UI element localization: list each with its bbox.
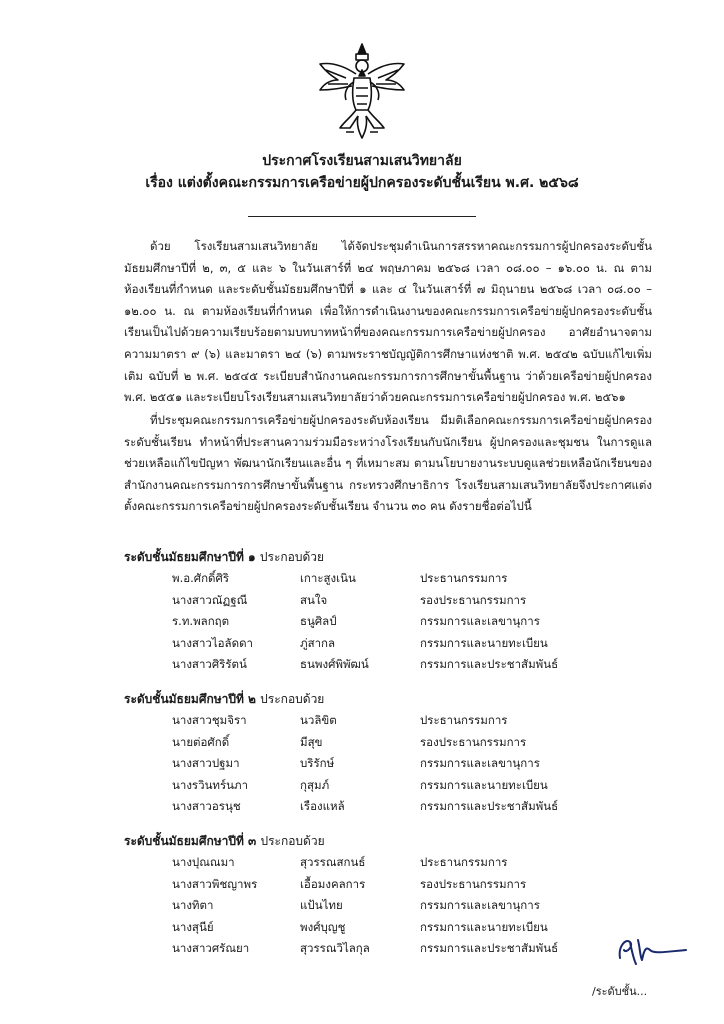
member-role: กรรมการและประชาสัมพันธ์ <box>420 657 559 672</box>
member-last-name: เรืองแหล้ <box>300 799 345 814</box>
member-row <box>124 895 664 917</box>
member-role: ประธานกรรมการ <box>420 571 508 585</box>
member-last-name: ภู่สากล <box>300 635 336 650</box>
member-row <box>124 611 664 633</box>
member-last-name: สนใจ <box>300 592 328 607</box>
garuda-emblem-icon <box>316 40 408 140</box>
member-last-name: สุวรรณสกนธ์ <box>300 855 366 869</box>
member-first-name: นางสาวปฐมา <box>172 756 240 771</box>
body-paragraph-1-text: ด้วย โรงเรียนสามเสนวิทยาลัย ได้จัดประชุมดำเนินการสรรหาคณะกรรมการผู้ปกครองระดับชั้นมัธยมศึกษาปีที่ ๒, ๓, ๕ และ ๖ ในวันเสาร์ที่ ๒๔ พฤษภาคม ๒๕๖๘ เวลา ๐๘.๐๐ – ๑๖.๐๐ น. ณ ตามห้องเรียนที่กำหนด และระดับชั้นมัธยมศึกษาปีที่ ๑ และ ๔ ในวันเสาร์ที่ ๗ มิถุนายน ๒๕๖๘ เวลา ๐๘.๐๐ – ๑๒.๐๐ น. ณ ตามห้องเรียนที่กำหนด เพื่อให้การดำเนินงานของคณะกรรมการเครือข่ายผู้ปกครองระดับชั้นเรียนเป็นไปด้วยความเรียบร้อยตามบทบาทหน้าที่ของคณะกรรมการเครือข่ายผู้ปกครอง อาศัยอำนาจตามความมาตรา ๙ (๖) และมาตรา ๒๔ (๖) ตามพระราชบัญญัติการศึกษาแห่งชาติ พ.ศ. ๒๕๔๒ ฉบับแก้ไขเพิ่มเติม ฉบับที่ ๒ พ.ศ. ๒๕๔๕ ระเบียบสำนักงานคณะกรรมการการศึกษาขั้นพื้นฐาน ว่าด้วยเครือข่ายผู้ปกครอง พ.ศ. ๒๕๕๑ และระเบียบโรงเรียนสามเสนวิทยาลัยว่าด้วยคณะกรรมการเครือข่ายผู้ปกครอง พ.ศ. ๒๕๖๑ <box>124 239 652 405</box>
section-title-suffix: ประกอบด้วย <box>259 550 325 564</box>
member-last-name: สุวรรณวิไลกุล <box>300 941 370 956</box>
body-paragraph-1 <box>124 236 652 409</box>
section-title <box>124 546 664 568</box>
member-role: รองประธานกรรมการ <box>420 876 527 891</box>
member-row <box>124 590 664 612</box>
member-role: ประธานกรรมการ <box>420 855 508 869</box>
member-row <box>124 775 664 797</box>
announcement-subject: เรื่อง แต่งตั้งคณะกรรมการเครือข่ายผู้ปกครองระดับชั้นเรียน พ.ศ. ๒๕๖๘ <box>145 175 579 191</box>
member-last-name: นวลิขิต <box>300 713 337 727</box>
member-first-name: พ.อ.ศักดิ์ศิริ <box>172 571 230 585</box>
member-last-name: กุสุมภ์ <box>300 777 330 792</box>
section-title-text: ระดับชั้นมัธยมศึกษาปีที่ ๒ <box>124 692 256 706</box>
continuation-note: /ระดับชั้น... <box>592 985 648 998</box>
member-first-name: ร.ท.พลกฤต <box>172 614 230 629</box>
member-first-name: นางปุณณมา <box>172 855 235 869</box>
member-first-name: นางสาวไอลัดดา <box>172 635 253 650</box>
member-first-name: นางทิตา <box>172 898 214 913</box>
committee-section-m1 <box>124 546 664 676</box>
member-last-name: ธนูศิลป์ <box>300 614 337 629</box>
committee-section-m2 <box>124 688 664 818</box>
member-last-name: เกาะสูงเนิน <box>300 571 356 585</box>
member-first-name: นางสาวอรนุช <box>172 799 241 814</box>
member-role: กรรมการและประชาสัมพันธ์ <box>420 941 559 956</box>
member-row <box>124 568 664 590</box>
member-first-name: นายต่อศักดิ์ <box>172 734 230 749</box>
section-title-text: ระดับชั้นมัธยมศึกษาปีที่ ๑ <box>124 550 256 564</box>
member-last-name: ธนพงศ์พิพัฒน์ <box>300 657 369 672</box>
section-title <box>124 830 664 852</box>
member-row <box>124 796 664 818</box>
title-divider <box>248 216 476 217</box>
announcement-heading <box>0 150 724 194</box>
member-role: รองประธานกรรมการ <box>420 734 527 749</box>
member-first-name: นางสาวชุมจิรา <box>172 713 247 727</box>
member-last-name: บริรักษ์ <box>300 756 335 771</box>
body-paragraph-2 <box>124 410 652 518</box>
member-last-name: เอื้อมงคลการ <box>300 876 366 891</box>
member-row <box>124 633 664 655</box>
member-row <box>124 753 664 775</box>
member-row <box>124 710 664 732</box>
member-role: กรรมการและนายทะเบียน <box>420 919 548 934</box>
section-title-text: ระดับชั้นมัธยมศึกษาปีที่ ๓ <box>124 834 257 848</box>
member-row <box>124 917 664 939</box>
body-paragraph-2-text: ที่ประชุมคณะกรรมการเครือข่ายผู้ปกครองระดับห้องเรียน มีมติเลือกคณะกรรมการเครือข่ายผู้ปกครองระดับชั้นเรียน ทำหน้าที่ประสานความร่วมมือระหว่างโรงเรียนกับนักเรียน ผู้ปกครองและชุมชน ในการดูแลช่วยเหลือแก้ไขปัญหา พัฒนานักเรียนและอื่น ๆ ที่เหมาะสม ตามนโยบายงานระบบดูแลช่วยเหลือนักเรียนของสำนักงานคณะกรรมการการศึกษาขั้นพื้นฐาน กระทรวงศึกษาธิการ โรงเรียนสามเสนวิทยาลัยจึงประกาศแต่งตั้งคณะกรรมการเครือข่ายผู้ปกครองระดับชั้นเรียน จำนวน ๓๐ คน ดังรายชื่อต่อไปนี้ <box>124 413 652 514</box>
member-role: กรรมการและเลขานุการ <box>420 756 540 771</box>
announcement-title: ประกาศโรงเรียนสามเสนวิทยาลัย <box>262 153 462 169</box>
member-role: กรรมการและนายทะเบียน <box>420 635 548 650</box>
member-row <box>124 732 664 754</box>
section-title-suffix: ประกอบด้วย <box>260 834 325 848</box>
member-row <box>124 938 664 960</box>
member-role: กรรมการและเลขานุการ <box>420 614 540 629</box>
member-row <box>124 852 664 874</box>
member-last-name: แป้นไทย <box>300 898 343 913</box>
handwritten-signature <box>612 928 692 968</box>
member-role: กรรมการและนายทะเบียน <box>420 777 548 792</box>
member-role: กรรมการและประชาสัมพันธ์ <box>420 799 559 814</box>
member-first-name: นางสาวพิชญาพร <box>172 876 258 891</box>
member-last-name: พงศ์บุญชู <box>300 919 346 934</box>
section-title <box>124 688 664 710</box>
member-first-name: นางรวินทร์นภา <box>172 777 249 792</box>
member-role: รองประธานกรรมการ <box>420 592 527 607</box>
member-first-name: นางสุนีย์ <box>172 919 214 934</box>
member-first-name: นางสาวศิริรัตน์ <box>172 657 247 672</box>
section-title-suffix: ประกอบด้วย <box>260 692 325 706</box>
member-role: กรรมการและเลขานุการ <box>420 898 540 913</box>
member-first-name: นางสาวณัฏฐณี <box>172 592 248 607</box>
committee-section-m3 <box>124 830 664 960</box>
member-row <box>124 654 664 676</box>
member-row <box>124 874 664 896</box>
member-last-name: มีสุข <box>300 734 323 749</box>
member-first-name: นางสาวศรัณยา <box>172 941 250 956</box>
member-role: ประธานกรรมการ <box>420 713 508 727</box>
